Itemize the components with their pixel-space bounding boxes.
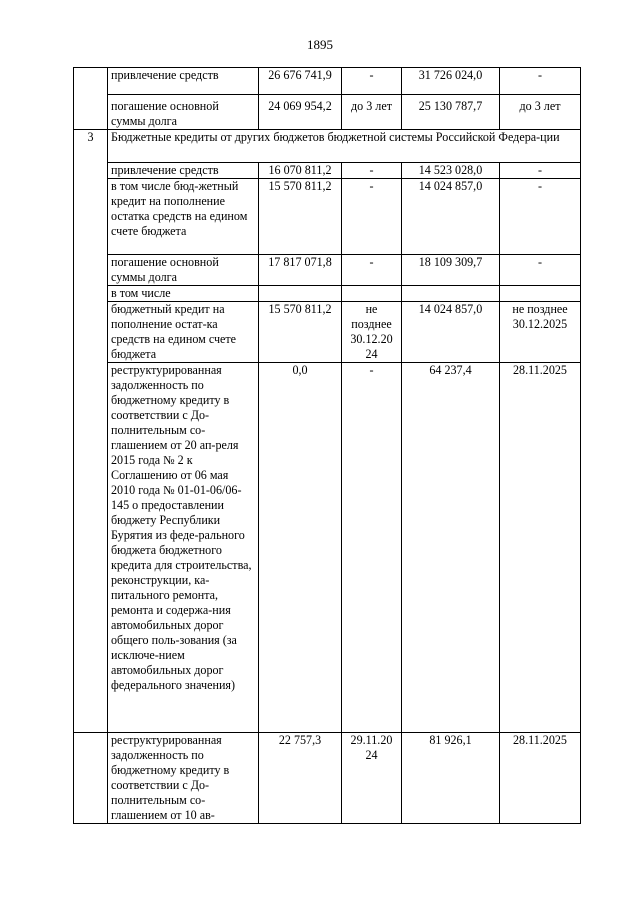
table-row bbox=[74, 733, 581, 824]
value-2024: 15 570 811,2 bbox=[259, 302, 342, 363]
value-2025: 14 024 857,0 bbox=[402, 179, 500, 255]
row-label: погашение основной суммы долга bbox=[108, 95, 259, 130]
row-label: реструктурированная задолженность по бюджетному кредиту в соответствии с До-полнительным со-глашением от 10 ав- bbox=[108, 733, 259, 824]
table-row bbox=[74, 255, 581, 286]
term-2024: - bbox=[342, 179, 402, 255]
row-label: в том числе бюд-жетный кредит на пополнение остатка средств на едином счете бюджета bbox=[108, 179, 259, 255]
term-2025: - bbox=[500, 68, 581, 95]
value-2025: 31 726 024,0 bbox=[402, 68, 500, 95]
term-2024: - bbox=[342, 363, 402, 733]
value-2025: 18 109 309,7 bbox=[402, 255, 500, 286]
value-2024: 24 069 954,2 bbox=[259, 95, 342, 130]
value-2025: 14 523 028,0 bbox=[402, 163, 500, 179]
row-label: погашение основной суммы долга bbox=[108, 255, 259, 286]
row-label: реструктурированная задолженность по бюджетному кредиту в соответствии с До-полнительным со-глашением от 20 ап-реля 2015 года № 2 к Соглашению от 06 мая 2010 года № 01-01-06/06-145 о предоставлении бюджету Республики Бурятия из феде-рального бюджета бюджетного кредита для строительства, реконструкции, ка-питального ремонта, ремонта и содержа-ния автомобильных дорог общего поль-зования (за исключе-нием автомобильных дорог федерального значения) bbox=[108, 363, 259, 733]
page-number: 1895 bbox=[307, 37, 333, 52]
value-2025: 81 926,1 bbox=[402, 733, 500, 824]
term-2024: 29.11.20 24 bbox=[342, 733, 402, 824]
table-row bbox=[74, 95, 581, 130]
table-row bbox=[74, 179, 581, 255]
row-label: в том числе bbox=[108, 286, 259, 302]
value-2024: 22 757,3 bbox=[259, 733, 342, 824]
value-2024: 16 070 811,2 bbox=[259, 163, 342, 179]
value-2024: 17 817 071,8 bbox=[259, 255, 342, 286]
value-2025: 14 024 857,0 bbox=[402, 302, 500, 363]
value-2024: 26 676 741,9 bbox=[259, 68, 342, 95]
row-number-cell bbox=[74, 733, 108, 824]
term-2024: не позднее 30.12.20 24 bbox=[342, 302, 402, 363]
term-2025: - bbox=[500, 163, 581, 179]
row-number-cell bbox=[74, 68, 108, 130]
term-2024: - bbox=[342, 163, 402, 179]
value-2024: 0,0 bbox=[259, 363, 342, 733]
term-2025: 28.11.2025 bbox=[500, 363, 581, 733]
value-2024 bbox=[259, 286, 342, 302]
table-row bbox=[74, 68, 581, 95]
term-2025: до 3 лет bbox=[500, 95, 581, 130]
section-header-row bbox=[74, 130, 581, 163]
table-row bbox=[74, 286, 581, 302]
row-label: привлечение средств bbox=[108, 163, 259, 179]
table-row bbox=[74, 302, 581, 363]
value-2024: 15 570 811,2 bbox=[259, 179, 342, 255]
term-2024: - bbox=[342, 255, 402, 286]
section-number: 3 bbox=[74, 130, 108, 733]
term-2025: 28.11.2025 bbox=[500, 733, 581, 824]
budget-credit-table bbox=[73, 67, 581, 824]
value-2025: 64 237,4 bbox=[402, 363, 500, 733]
term-2024 bbox=[342, 286, 402, 302]
term-2025: - bbox=[500, 255, 581, 286]
row-label: привлечение средств bbox=[108, 68, 259, 95]
row-label: бюджетный кредит на пополнение остат-ка средств на едином счете бюджета bbox=[108, 302, 259, 363]
term-2025: не позднее 30.12.2025 bbox=[500, 302, 581, 363]
table-row bbox=[74, 363, 581, 733]
value-2025: 25 130 787,7 bbox=[402, 95, 500, 130]
section-title: Бюджетные кредиты от других бюджетов бюджетной системы Российской Федера-ции bbox=[108, 130, 581, 163]
term-2024: - bbox=[342, 68, 402, 95]
table-row bbox=[74, 163, 581, 179]
value-2025 bbox=[402, 286, 500, 302]
term-2025 bbox=[500, 286, 581, 302]
term-2024: до 3 лет bbox=[342, 95, 402, 130]
term-2025: - bbox=[500, 179, 581, 255]
